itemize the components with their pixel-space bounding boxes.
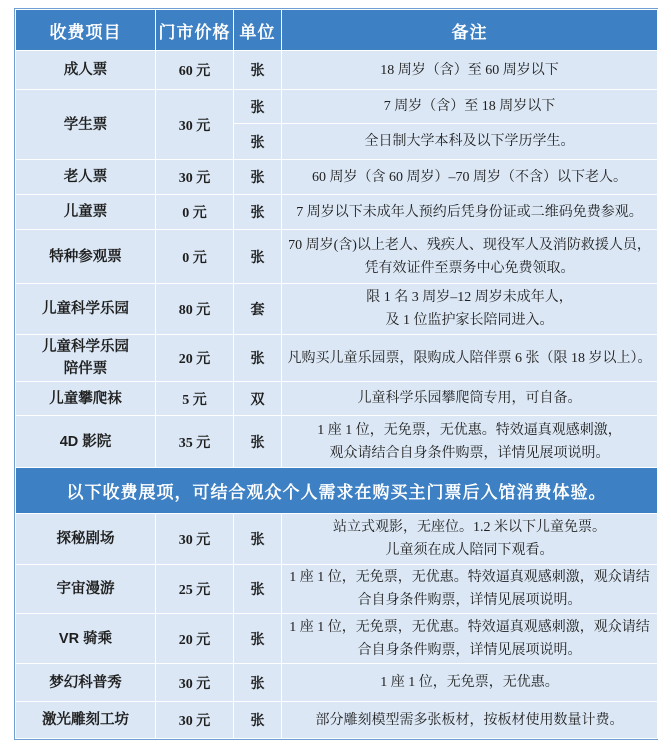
item-name: 特种参观票 bbox=[16, 230, 156, 284]
note-line: 60 周岁（含 60 周岁）–70 周岁（不含）以下老人。 bbox=[312, 169, 627, 185]
note-cell bbox=[282, 614, 658, 664]
note-line: 站立式观影，无座位。1.2 米以下儿童免票。 bbox=[333, 520, 606, 535]
header-unit-column: 单位 bbox=[234, 10, 282, 51]
price-cell: 0 元 bbox=[156, 195, 234, 230]
item-name: 儿童攀爬袜 bbox=[16, 382, 156, 416]
note-line: 18 周岁（含）至 60 周岁以下 bbox=[380, 62, 559, 78]
price-cell: 20 元 bbox=[156, 335, 234, 382]
note-line: 全日制大学本科及以下学历学生。 bbox=[364, 134, 575, 149]
note-line: 儿童科学乐园攀爬筒专用，可自备。 bbox=[357, 391, 582, 406]
note-line: 70 周岁(含)以上老人、残疾人、现役军人及消防救援人员， bbox=[288, 237, 651, 253]
unit-cell: 张 bbox=[234, 124, 282, 160]
item-name: 成人票 bbox=[16, 51, 156, 90]
row-vr-ride bbox=[16, 614, 658, 664]
item-name: 学生票 bbox=[16, 90, 156, 160]
row-space-roaming bbox=[16, 565, 658, 614]
item-name: 儿童票 bbox=[16, 195, 156, 230]
row-child-ticket bbox=[16, 195, 658, 230]
row-senior-ticket bbox=[16, 160, 658, 195]
unit-cell: 张 bbox=[234, 514, 282, 565]
unit-cell: 张 bbox=[234, 416, 282, 468]
unit-cell: 张 bbox=[234, 614, 282, 664]
row-4d-cinema bbox=[16, 416, 658, 468]
note-line: 及 1 位监护家长陪同进入。 bbox=[385, 313, 554, 328]
note-cell bbox=[282, 382, 658, 416]
price-cell: 25 元 bbox=[156, 565, 234, 614]
fee-table bbox=[15, 9, 658, 739]
note-line: 凡购买儿童乐园票，限购成人陪伴票 6 张（限 18 岁以上）。 bbox=[287, 350, 652, 366]
table-header-row bbox=[16, 10, 658, 51]
row-laser-engraving-workshop bbox=[16, 702, 658, 739]
unit-cell: 张 bbox=[234, 565, 282, 614]
unit-cell: 张 bbox=[234, 230, 282, 284]
row-adult-ticket bbox=[16, 51, 658, 90]
note-cell bbox=[282, 90, 658, 124]
item-name: 老人票 bbox=[16, 160, 156, 195]
price-cell: 30 元 bbox=[156, 160, 234, 195]
row-kids-park-companion-ticket bbox=[16, 335, 658, 382]
note-cell bbox=[282, 160, 658, 195]
unit-cell: 张 bbox=[234, 335, 282, 382]
note-cell bbox=[282, 124, 658, 160]
price-cell: 5 元 bbox=[156, 382, 234, 416]
note-line: 合自身条件购票，详情见展项说明。 bbox=[357, 642, 582, 658]
price-cell: 35 元 bbox=[156, 416, 234, 468]
note-line: 儿童须在成人陪同下观看。 bbox=[385, 543, 554, 558]
note-cell bbox=[282, 514, 658, 565]
note-line: 部分雕刻模型需多张板材，按板材使用数量计费。 bbox=[315, 712, 624, 728]
price-cell: 60 元 bbox=[156, 51, 234, 90]
price-cell: 20 元 bbox=[156, 614, 234, 664]
note-cell bbox=[282, 565, 658, 614]
note-line: 7 周岁以下未成年人预约后凭身份证或二维码免费参观。 bbox=[296, 204, 643, 220]
unit-cell: 双 bbox=[234, 382, 282, 416]
section-banner: 以下收费展项，可结合观众个人需求在购买主门票后入馆消费体验。 bbox=[16, 468, 658, 514]
unit-cell: 张 bbox=[234, 664, 282, 702]
item-name: 4D 影院 bbox=[16, 416, 156, 468]
row-mystery-theater bbox=[16, 514, 658, 565]
unit-cell: 张 bbox=[234, 160, 282, 195]
note-cell bbox=[282, 664, 658, 702]
note-cell bbox=[282, 51, 658, 90]
note-cell bbox=[282, 335, 658, 382]
note-line: 1 座 1 位，无免票，无优惠。特效逼真观感刺激，观众请结 bbox=[289, 570, 650, 585]
item-name-line: 陪伴票 bbox=[63, 361, 108, 377]
price-cell: 30 元 bbox=[156, 702, 234, 739]
item-name bbox=[16, 335, 156, 382]
header-note-column: 备注 bbox=[282, 10, 658, 51]
note-line: 1 座 1 位，无免票，无优惠。 bbox=[380, 675, 559, 690]
note-cell bbox=[282, 702, 658, 739]
note-line: 限 1 名 3 周岁–12 周岁未成年人， bbox=[366, 290, 573, 305]
note-cell bbox=[282, 195, 658, 230]
note-line: 合自身条件购票，详情见展项说明。 bbox=[357, 593, 582, 608]
note-cell bbox=[282, 416, 658, 468]
header-item-column: 收费项目 bbox=[16, 10, 156, 51]
unit-cell: 张 bbox=[234, 51, 282, 90]
unit-cell: 张 bbox=[234, 702, 282, 739]
item-name: 宇宙漫游 bbox=[16, 565, 156, 614]
item-name: VR 骑乘 bbox=[16, 614, 156, 664]
unit-cell: 张 bbox=[234, 195, 282, 230]
row-kids-science-park bbox=[16, 284, 658, 335]
price-cell: 0 元 bbox=[156, 230, 234, 284]
note-line: 观众请结合自身条件购票，详情见展项说明。 bbox=[329, 445, 610, 461]
header-price-column: 门市价格 bbox=[156, 10, 234, 51]
note-line: 7 周岁（含）至 18 周岁以下 bbox=[383, 99, 556, 114]
row-fantasy-science-show bbox=[16, 664, 658, 702]
price-cell: 30 元 bbox=[156, 90, 234, 160]
item-name: 激光雕刻工坊 bbox=[16, 702, 156, 739]
note-line: 凭有效证件至票务中心免费领取。 bbox=[364, 260, 575, 276]
price-cell: 30 元 bbox=[156, 514, 234, 565]
fee-table-frame bbox=[14, 8, 658, 740]
row-special-visit-ticket bbox=[16, 230, 658, 284]
note-cell bbox=[282, 230, 658, 284]
item-name: 梦幻科普秀 bbox=[16, 664, 156, 702]
item-name: 探秘剧场 bbox=[16, 514, 156, 565]
row-kids-climbing-socks bbox=[16, 382, 658, 416]
note-cell bbox=[282, 284, 658, 335]
unit-cell: 张 bbox=[234, 90, 282, 124]
item-name: 儿童科学乐园 bbox=[16, 284, 156, 335]
note-line: 1 座 1 位，无免票，无优惠。特效逼真观感刺激，观众请结 bbox=[289, 619, 650, 635]
price-cell: 30 元 bbox=[156, 664, 234, 702]
unit-cell: 套 bbox=[234, 284, 282, 335]
price-cell: 80 元 bbox=[156, 284, 234, 335]
row-student-ticket bbox=[16, 90, 658, 124]
note-line: 1 座 1 位，无免票，无优惠。特效逼真观感刺激， bbox=[317, 422, 622, 438]
item-name-line: 儿童科学乐园 bbox=[42, 339, 129, 355]
section-banner-row bbox=[16, 468, 658, 514]
